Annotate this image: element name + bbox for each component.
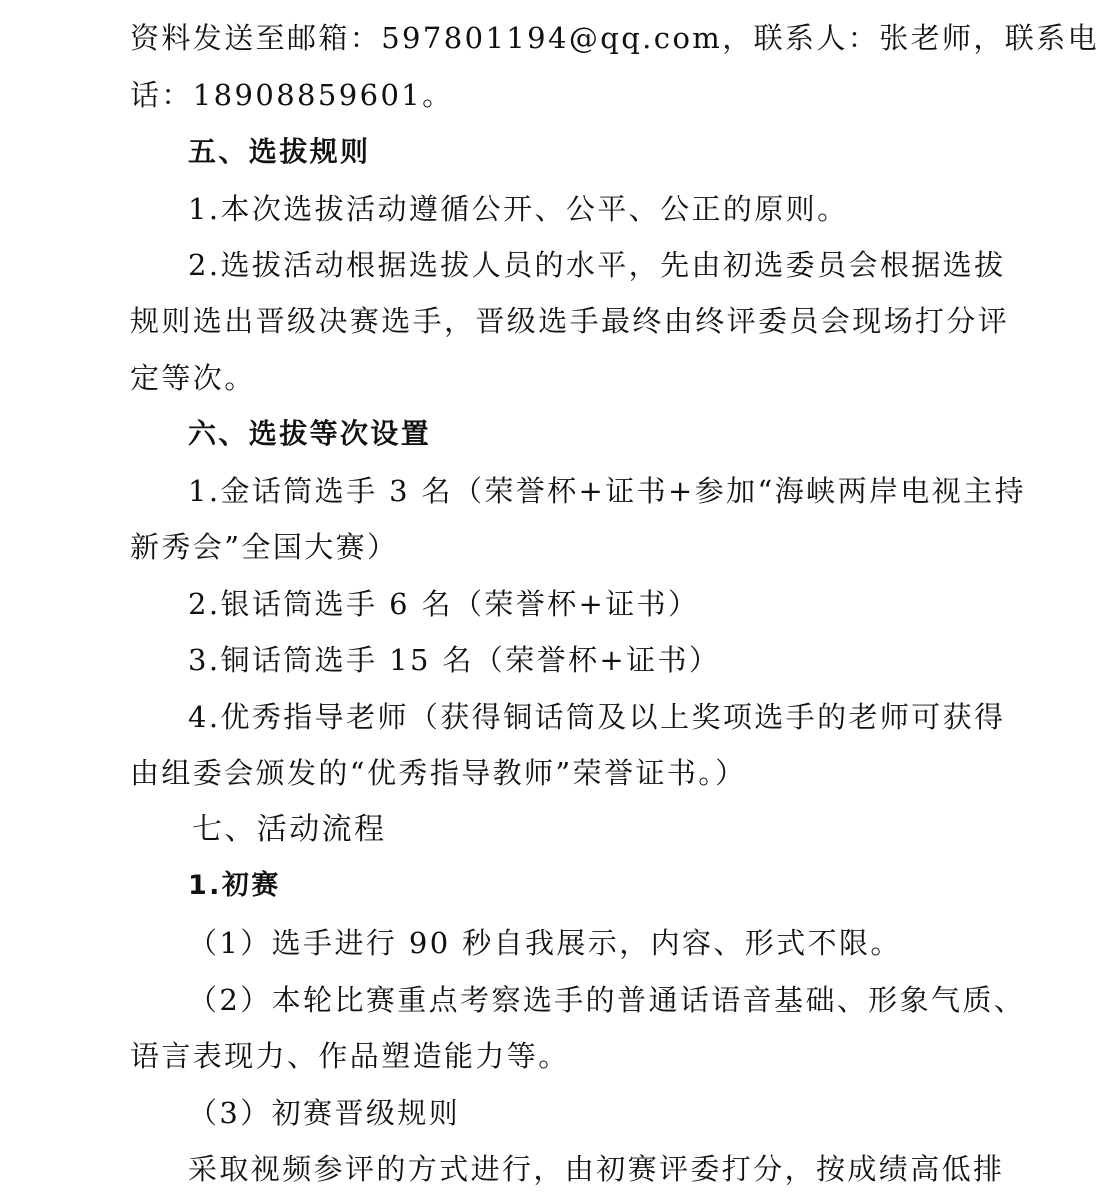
award-silver: 2.银话筒选手 6 名（荣誉杯+证书） [188,587,700,621]
preliminary-rule-text: 采取视频参评的方式进行，由初赛评委打分，按成绩高低排 [188,1152,1005,1186]
rule-item-2-line-1: 2.选拔活动根据选拔人员的水平，先由初选委员会根据选拔 [188,248,1006,282]
award-teacher-line-1: 4.优秀指导老师（获得铜话筒及以上奖项选手的老师可获得 [188,700,1006,734]
section-heading-7: 七、活动流程 [192,812,387,847]
preliminary-item-1: （1）选手进行 90 秒自我展示，内容、形式不限。 [188,926,902,960]
award-gold-line-1: 1.金话筒选手 3 名（荣誉杯+证书+参加“海峡两岸电视主持 [188,474,1026,508]
contact-line-2: 话：18908859601。 [130,78,454,112]
rule-item-1: 1.本次选拔活动遵循公开、公平、公正的原则。 [188,192,849,226]
preliminary-item-3: （3）初赛晋级规则 [188,1096,461,1130]
award-gold-line-2: 新秀会”全国大赛） [130,530,399,564]
section-heading-6: 六、选拔等次设置 [188,417,432,450]
preliminary-item-2-line-1: （2）本轮比赛重点考察选手的普通话语音基础、形象气质、 [188,983,1026,1017]
rule-item-2-line-3: 定等次。 [130,361,256,395]
section-heading-5: 五、选拔规则 [188,135,371,168]
preliminary-item-2-line-2: 语言表现力、作品塑造能力等。 [130,1039,570,1073]
award-teacher-line-2: 由组委会颁发的“优秀指导教师”荣誉证书。） [130,756,747,790]
award-bronze: 3.铜话筒选手 15 名（荣誉杯+证书） [188,643,721,677]
rule-item-2-line-2: 规则选出晋级决赛选手，晋级选手最终由终评委员会现场打分评 [130,304,1010,338]
contact-line-1: 资料发送至邮箱：597801194@qq.com，联系人：张老师，联系电 [130,21,1099,55]
subsection-preliminary: 1.初赛 [188,870,281,901]
